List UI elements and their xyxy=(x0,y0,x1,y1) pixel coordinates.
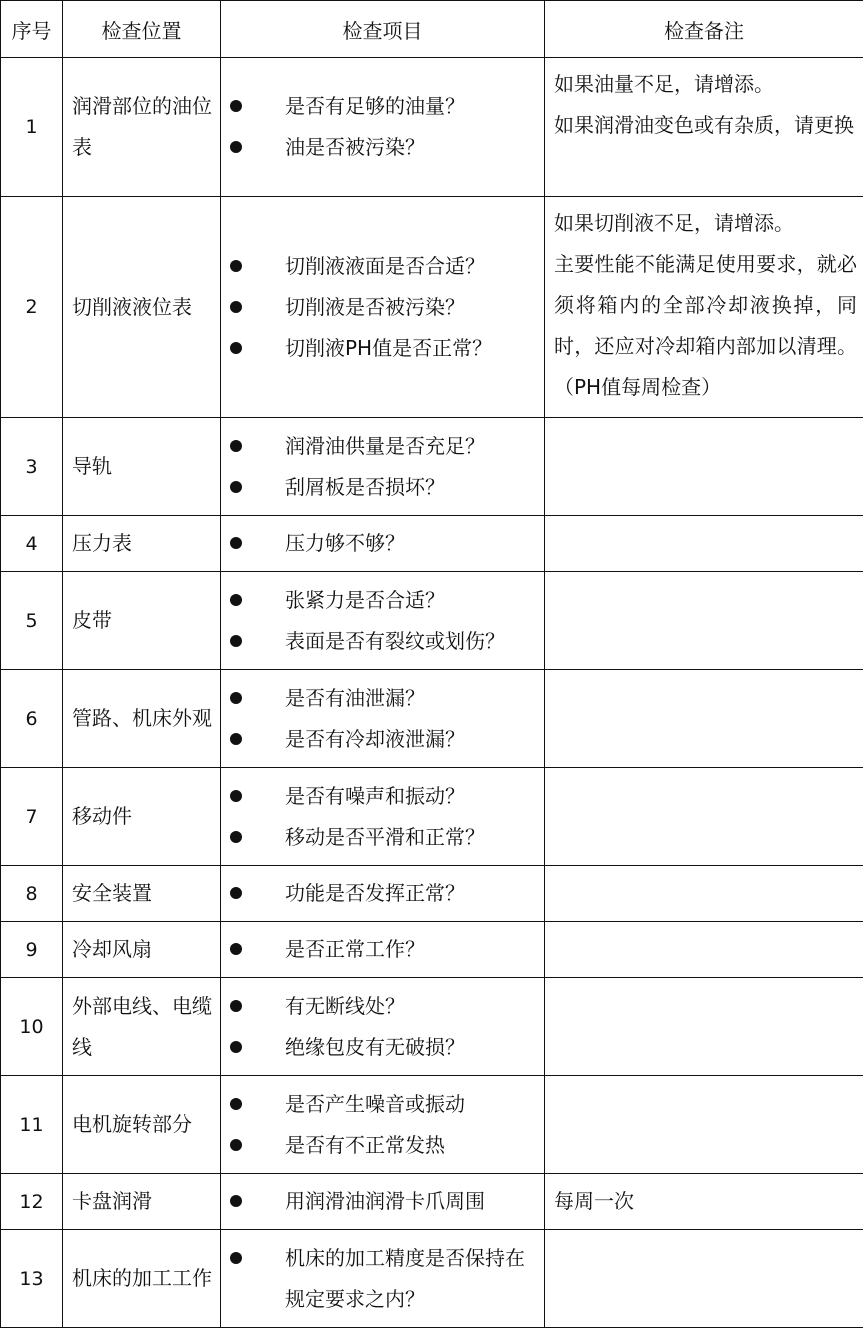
bullet-icon xyxy=(221,1238,285,1279)
row-items xyxy=(221,670,545,768)
row-seq: 10 xyxy=(1,978,63,1076)
row-items xyxy=(221,768,545,866)
row-notes xyxy=(545,866,863,922)
row-notes xyxy=(545,768,863,866)
check-item-text: 是否有冷却液泄漏？ xyxy=(285,719,544,760)
check-item xyxy=(221,719,544,760)
bullet-icon xyxy=(221,426,285,467)
row-seq: 3 xyxy=(1,418,63,516)
check-item-text: 切削液PH值是否正常？ xyxy=(285,328,544,369)
table-row xyxy=(1,197,863,418)
check-item xyxy=(221,1084,544,1125)
check-item xyxy=(221,580,544,621)
check-item xyxy=(221,523,544,564)
bullet-icon xyxy=(221,328,285,369)
row-notes xyxy=(545,1174,863,1230)
table-row xyxy=(1,418,863,516)
table-row xyxy=(1,516,863,572)
row-location: 外部电线、电缆线 xyxy=(63,978,221,1076)
check-item xyxy=(221,287,544,328)
table-row xyxy=(1,670,863,768)
check-item-text: 有无断线处？ xyxy=(285,986,544,1027)
check-item-text: 功能是否发挥正常？ xyxy=(285,873,544,914)
row-location: 安全装置 xyxy=(63,866,221,922)
bullet-icon xyxy=(221,1181,285,1222)
row-notes xyxy=(545,1076,863,1174)
check-item-text: 压力够不够？ xyxy=(285,523,544,564)
note-line: 主要性能不能满足使用要求，就必须将箱内的全部冷却液换掉，同时，还应对冷却箱内部加以清理。（PH值每周检查） xyxy=(554,244,857,408)
check-item-text: 绝缘包皮有无破损？ xyxy=(285,1027,544,1068)
bullet-icon xyxy=(221,86,285,127)
check-item xyxy=(221,467,544,508)
row-seq: 1 xyxy=(1,58,63,197)
row-items xyxy=(221,418,545,516)
bullet-icon xyxy=(221,127,285,168)
check-item-text: 张紧力是否合适？ xyxy=(285,580,544,621)
note-line: 如果油量不足，请增添。 xyxy=(554,64,857,105)
table-row xyxy=(1,1230,863,1328)
check-item-text: 油是否被污染？ xyxy=(285,127,544,168)
row-location: 管路、机床外观 xyxy=(63,670,221,768)
check-item-text: 表面是否有裂纹或划伤？ xyxy=(285,621,544,662)
bullet-icon xyxy=(221,873,285,914)
bullet-icon xyxy=(221,621,285,662)
row-location: 电机旋转部分 xyxy=(63,1076,221,1174)
row-items xyxy=(221,1230,545,1328)
row-seq: 2 xyxy=(1,197,63,418)
header-row xyxy=(1,1,863,58)
table-row xyxy=(1,58,863,197)
table-row xyxy=(1,1174,863,1230)
row-items xyxy=(221,516,545,572)
check-item xyxy=(221,986,544,1027)
check-item-text: 切削液液面是否合适？ xyxy=(285,246,544,287)
check-item xyxy=(221,127,544,168)
check-item xyxy=(221,328,544,369)
row-location: 移动件 xyxy=(63,768,221,866)
row-items xyxy=(221,978,545,1076)
check-item-text: 是否产生噪音或振动 xyxy=(285,1084,544,1125)
row-notes xyxy=(545,418,863,516)
row-location: 机床的加工工作 xyxy=(63,1230,221,1328)
row-notes xyxy=(545,922,863,978)
row-items xyxy=(221,1076,545,1174)
header-location: 检查位置 xyxy=(63,1,221,58)
row-notes xyxy=(545,1230,863,1328)
check-item-text: 移动是否平滑和正常？ xyxy=(285,817,544,858)
table-body xyxy=(1,58,863,1328)
bullet-icon xyxy=(221,523,285,564)
row-location: 压力表 xyxy=(63,516,221,572)
row-items xyxy=(221,572,545,670)
row-seq: 6 xyxy=(1,670,63,768)
check-item xyxy=(221,1181,544,1222)
bullet-icon xyxy=(221,678,285,719)
row-seq: 9 xyxy=(1,922,63,978)
bullet-icon xyxy=(221,1125,285,1166)
check-item-text: 刮屑板是否损坏？ xyxy=(285,467,544,508)
check-item xyxy=(221,1238,544,1320)
bullet-icon xyxy=(221,719,285,760)
note-line: 每周一次 xyxy=(554,1181,857,1222)
row-items xyxy=(221,197,545,418)
row-notes xyxy=(545,670,863,768)
header-items: 检查项目 xyxy=(221,1,545,58)
check-item xyxy=(221,776,544,817)
check-item-text: 用润滑油润滑卡爪周围 xyxy=(285,1181,544,1222)
header-notes: 检查备注 xyxy=(545,1,863,58)
table-row xyxy=(1,922,863,978)
note-line: 如果润滑油变色或有杂质，请更换 xyxy=(554,105,857,146)
row-notes xyxy=(545,572,863,670)
row-items xyxy=(221,922,545,978)
check-item xyxy=(221,817,544,858)
table-row xyxy=(1,978,863,1076)
check-item xyxy=(221,678,544,719)
check-item xyxy=(221,246,544,287)
bullet-icon xyxy=(221,467,285,508)
row-seq: 4 xyxy=(1,516,63,572)
table-row xyxy=(1,866,863,922)
table-row xyxy=(1,572,863,670)
bullet-icon xyxy=(221,246,285,287)
check-item xyxy=(221,1027,544,1068)
bullet-icon xyxy=(221,986,285,1027)
table-row xyxy=(1,768,863,866)
row-location: 冷却风扇 xyxy=(63,922,221,978)
bullet-icon xyxy=(221,817,285,858)
check-item xyxy=(221,929,544,970)
row-seq: 5 xyxy=(1,572,63,670)
row-notes xyxy=(545,197,863,418)
check-item-text: 是否有不正常发热 xyxy=(285,1125,544,1166)
row-notes xyxy=(545,58,863,197)
row-items xyxy=(221,1174,545,1230)
bullet-icon xyxy=(221,776,285,817)
check-item-text: 是否有噪声和振动？ xyxy=(285,776,544,817)
row-notes xyxy=(545,978,863,1076)
header-seq: 序号 xyxy=(1,1,63,58)
bullet-icon xyxy=(221,1084,285,1125)
check-item-text: 切削液是否被污染？ xyxy=(285,287,544,328)
check-item-text: 是否有油泄漏？ xyxy=(285,678,544,719)
row-items xyxy=(221,58,545,197)
bullet-icon xyxy=(221,929,285,970)
check-item xyxy=(221,86,544,127)
check-item xyxy=(221,1125,544,1166)
check-item-text: 机床的加工精度是否保持在规定要求之内？ xyxy=(285,1238,544,1320)
row-location: 切削液液位表 xyxy=(63,197,221,418)
row-notes xyxy=(545,516,863,572)
check-item xyxy=(221,621,544,662)
row-location: 润滑部位的油位表 xyxy=(63,58,221,197)
bullet-icon xyxy=(221,1027,285,1068)
row-seq: 13 xyxy=(1,1230,63,1328)
check-item-text: 是否有足够的油量？ xyxy=(285,86,544,127)
row-seq: 7 xyxy=(1,768,63,866)
bullet-icon xyxy=(221,580,285,621)
check-item xyxy=(221,426,544,467)
row-location: 导轨 xyxy=(63,418,221,516)
row-location: 卡盘润滑 xyxy=(63,1174,221,1230)
check-item-text: 是否正常工作？ xyxy=(285,929,544,970)
row-seq: 12 xyxy=(1,1174,63,1230)
table-row xyxy=(1,1076,863,1174)
bullet-icon xyxy=(221,287,285,328)
row-seq: 8 xyxy=(1,866,63,922)
note-line: 如果切削液不足，请增添。 xyxy=(554,203,857,244)
row-seq: 11 xyxy=(1,1076,63,1174)
check-item-text: 润滑油供量是否充足？ xyxy=(285,426,544,467)
row-location: 皮带 xyxy=(63,572,221,670)
row-items xyxy=(221,866,545,922)
check-item xyxy=(221,873,544,914)
